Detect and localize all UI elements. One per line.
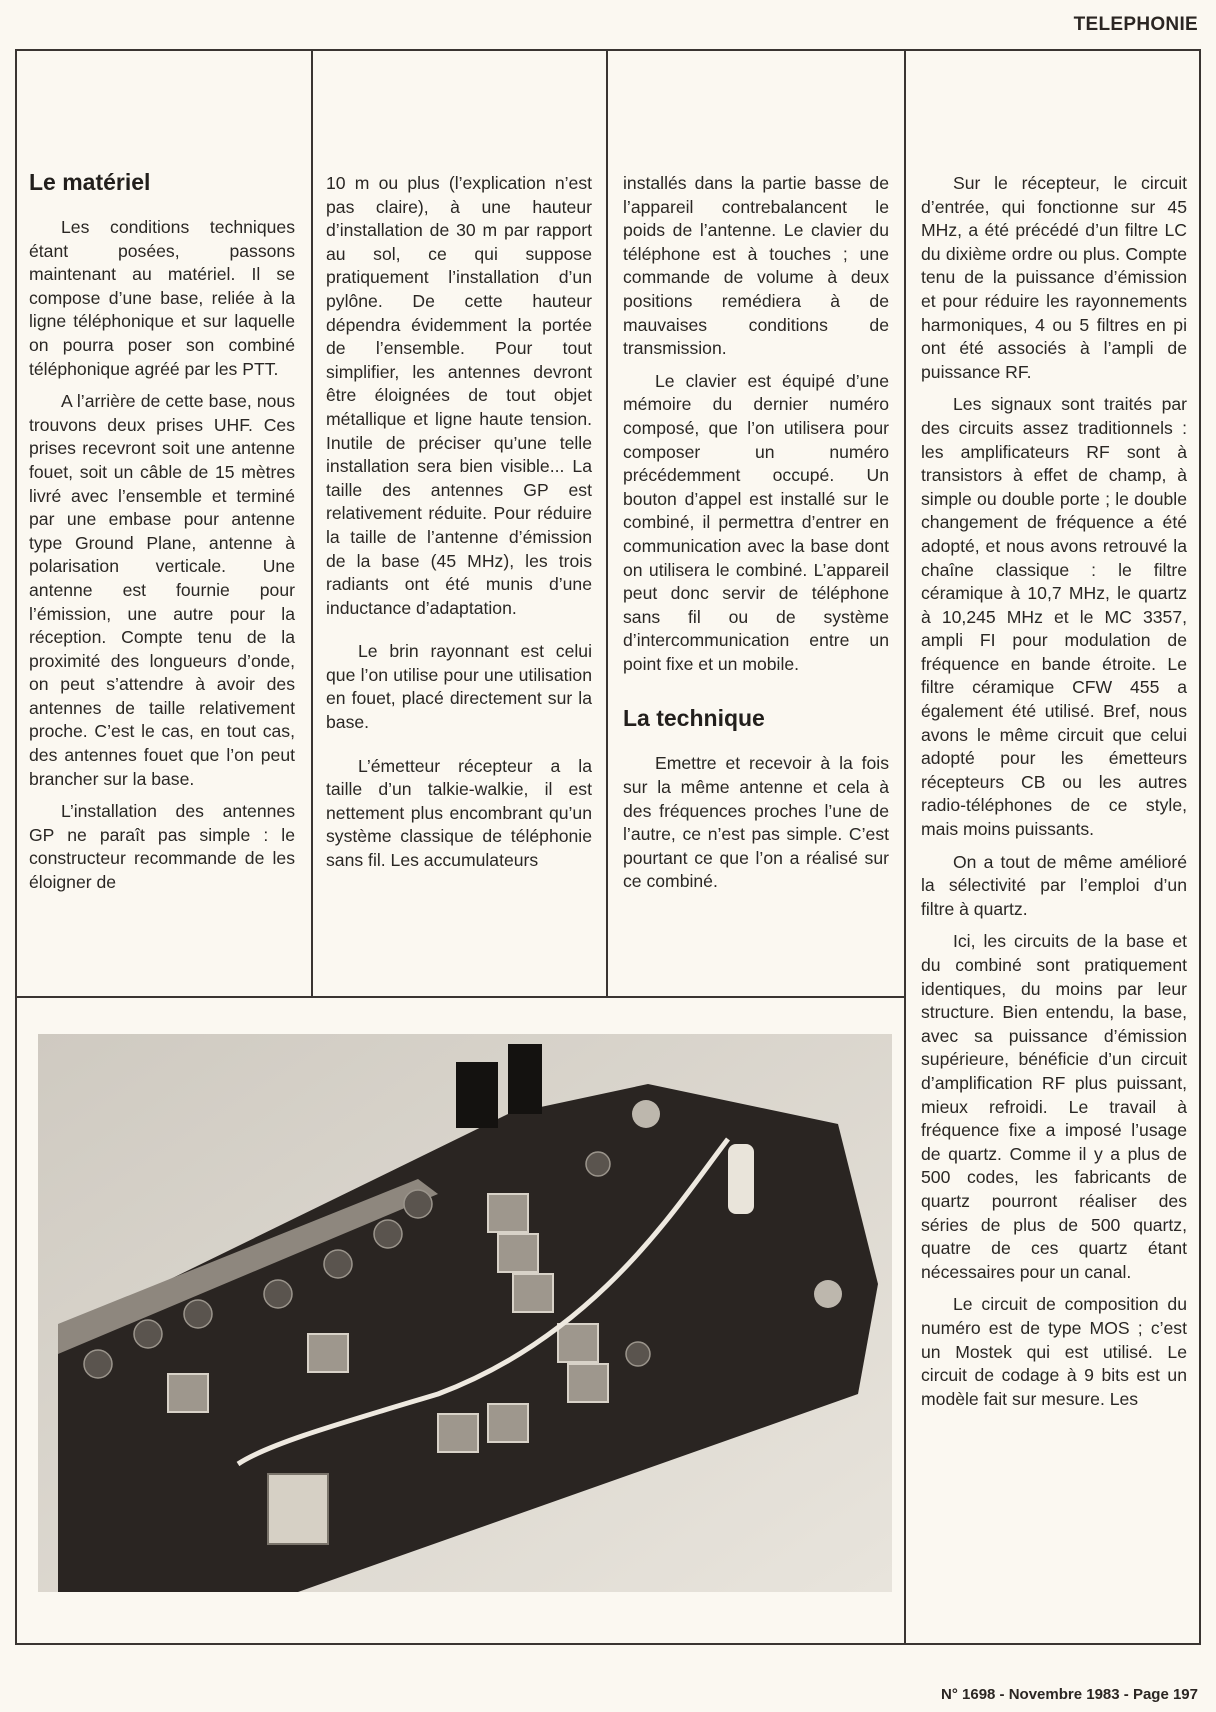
paragraph: L’émetteur récepteur a la taille d’un talkie-walkie, il est nettement plus encombrant qu’un système classique de téléphonie sans fil. Les accumulateurs <box>326 755 592 871</box>
paragraph: Le brin rayonnant est celui que l’on utilise pour une utilisation en fouet, placé directement sur la base. <box>326 641 592 733</box>
standoff <box>728 1144 754 1214</box>
circuit-board-photo <box>38 1034 892 1592</box>
section-label: TELEPHONIE <box>1073 14 1198 35</box>
column-3 <box>623 172 889 903</box>
photo-divider <box>15 996 905 998</box>
paragraph: Sur le récepteur, le circuit d’entrée, qui fonctionne sur 45 MHz, a été précédé d’un filtre LC du dixième ordre ou plus. Compte tenu de la puissance d’émission et pour réduire les rayonnements harmoniques, 4 ou 5 filtres en pi ont été associés à l’ampli de puissance RF. <box>921 173 1187 382</box>
connector <box>508 1044 542 1114</box>
column-divider-2 <box>606 49 608 997</box>
paragraph: Le circuit de composition du numéro est de type MOS ; c’est un Mostek qui est utilisé. Le circuit de codage à 9 bits est un modèle fait sur mesure. Les <box>921 1294 1187 1409</box>
paragraph: installés dans la partie basse de l’appareil contrebalancent le poids de l’antenne. Le clavier du téléphone est à touches ; une commande de volume à deux positions remédiera à de mauvaises conditions de transmission. <box>623 173 889 359</box>
column-2 <box>326 172 592 882</box>
column-1 <box>29 168 295 904</box>
heading-la-technique: La technique <box>623 705 765 732</box>
paragraph: Les signaux sont traités par des circuits assez traditionnels : les amplificateurs RF sont à transistors à effet de champ, à simple ou double porte ; le double changement de fréquence a été adopté, et nous avons retrouvé la chaîne classique : le filtre céramique à 10,7 MHz, le quartz à 10,245 MHz et le MC 3357, ampli FI pour modulation de fréquence en bande étroite. Le filtre céramique CFW 455 a également été utilisé. Bref, nous avons le même circuit que celui adopté pour les émetteurs récepteurs CB ou les autres radio-téléphones de ce style, mais moins puissants. <box>921 394 1187 840</box>
column-divider-1 <box>311 49 313 997</box>
page-footer: N° 1698 - Novembre 1983 - Page 197 <box>941 1686 1198 1703</box>
paragraph: On a tout de même amélioré la sélectivité par l’emploi d’un filtre à quartz. <box>921 851 1187 919</box>
connector <box>456 1062 498 1128</box>
column-4 <box>921 172 1187 1420</box>
paragraph: A l’arrière de cette base, nous trouvons deux prises UHF. Ces prises recevront soit une antenne fouet, soit un câble de 15 mètres livré avec l’ensemble et terminé par une embase pour antenne type Ground Plane, antenne à polarisation verticale. Une antenne est fournie pour l’émission, une autre pour la réception. Compte tenu de la proximité des longueurs d’onde, on peut s’attendre à avoir des antennes de taille relativement proche. C’est le cas, en tout cas, des antennes fouet que l’on peut brancher sur la base. <box>29 391 295 789</box>
crystal <box>268 1474 328 1544</box>
paragraph: Ici, les circuits de la base et du combiné sont pratiquement identiques, du moins par leur structure. Bien entendu, la base, avec sa puissance d’émission supérieure, bénéficie d’un circuit d’amplification RF plus puissant, mieux refroidi. Le travail à fréquence fixe a imposé l’usage de quartz. Comme il y a plus de 500 codes, les fabricants de quartz pourront réaliser des séries de plus de 500 quartz, quatre de ces quartz étant nécessaires pour un canal. <box>921 931 1187 1282</box>
paragraph: Emettre et recevoir à la fois sur la même antenne et cela à des fréquences proches l’une de l’autre, ce n’est pas simple. C’est pourtant ce que l’on a réalisé sur ce combiné. <box>623 753 889 892</box>
paragraph: L’installation des antennes GP ne paraît pas simple : le constructeur recommande de les éloigner de <box>29 801 295 893</box>
column-divider-3 <box>904 49 906 1645</box>
heading-le-materiel: Le matériel <box>29 169 151 195</box>
paragraph: Le clavier est équipé d’une mémoire du dernier numéro composé, que l’on utilisera pour composer un numéro précédemment occupé. Un bouton d’appel est installé sur le combiné, il permettra d’entrer en communication avec la base dont on utilisera le combiné. L’appareil peut donc servir de téléphone sans fil ou de système d’intercommunication entre un point fixe et un mobile. <box>623 370 889 674</box>
circuit-board-illustration <box>38 1034 892 1592</box>
paragraph: Les conditions techniques étant posées, passons maintenant au matériel. Il se compose d’une base, reliée à la ligne téléphonique et sur laquelle on pourra poser son combiné téléphonique agréé par les PTT. <box>29 217 295 379</box>
paragraph: 10 m ou plus (l’explication n’est pas claire), à une hauteur d’installation de 30 m par rapport au sol, ce qui suppose pratiquement l’installation d’un pylône. De cette hauteur dépendra évidemment la portée de l’ensemble. Pour tout simplifier, les antennes devront être éloignées de tout objet métallique et ligne haute tension. Inutile de préciser qu’une telle installation sera bien visible... La taille des antennes GP est relativement réduite. Pour réduire la taille de l’antenne d’émission de la base (45 MHz), les trois radiants ont été munis d’une inductance d’adaptation. <box>326 173 592 618</box>
